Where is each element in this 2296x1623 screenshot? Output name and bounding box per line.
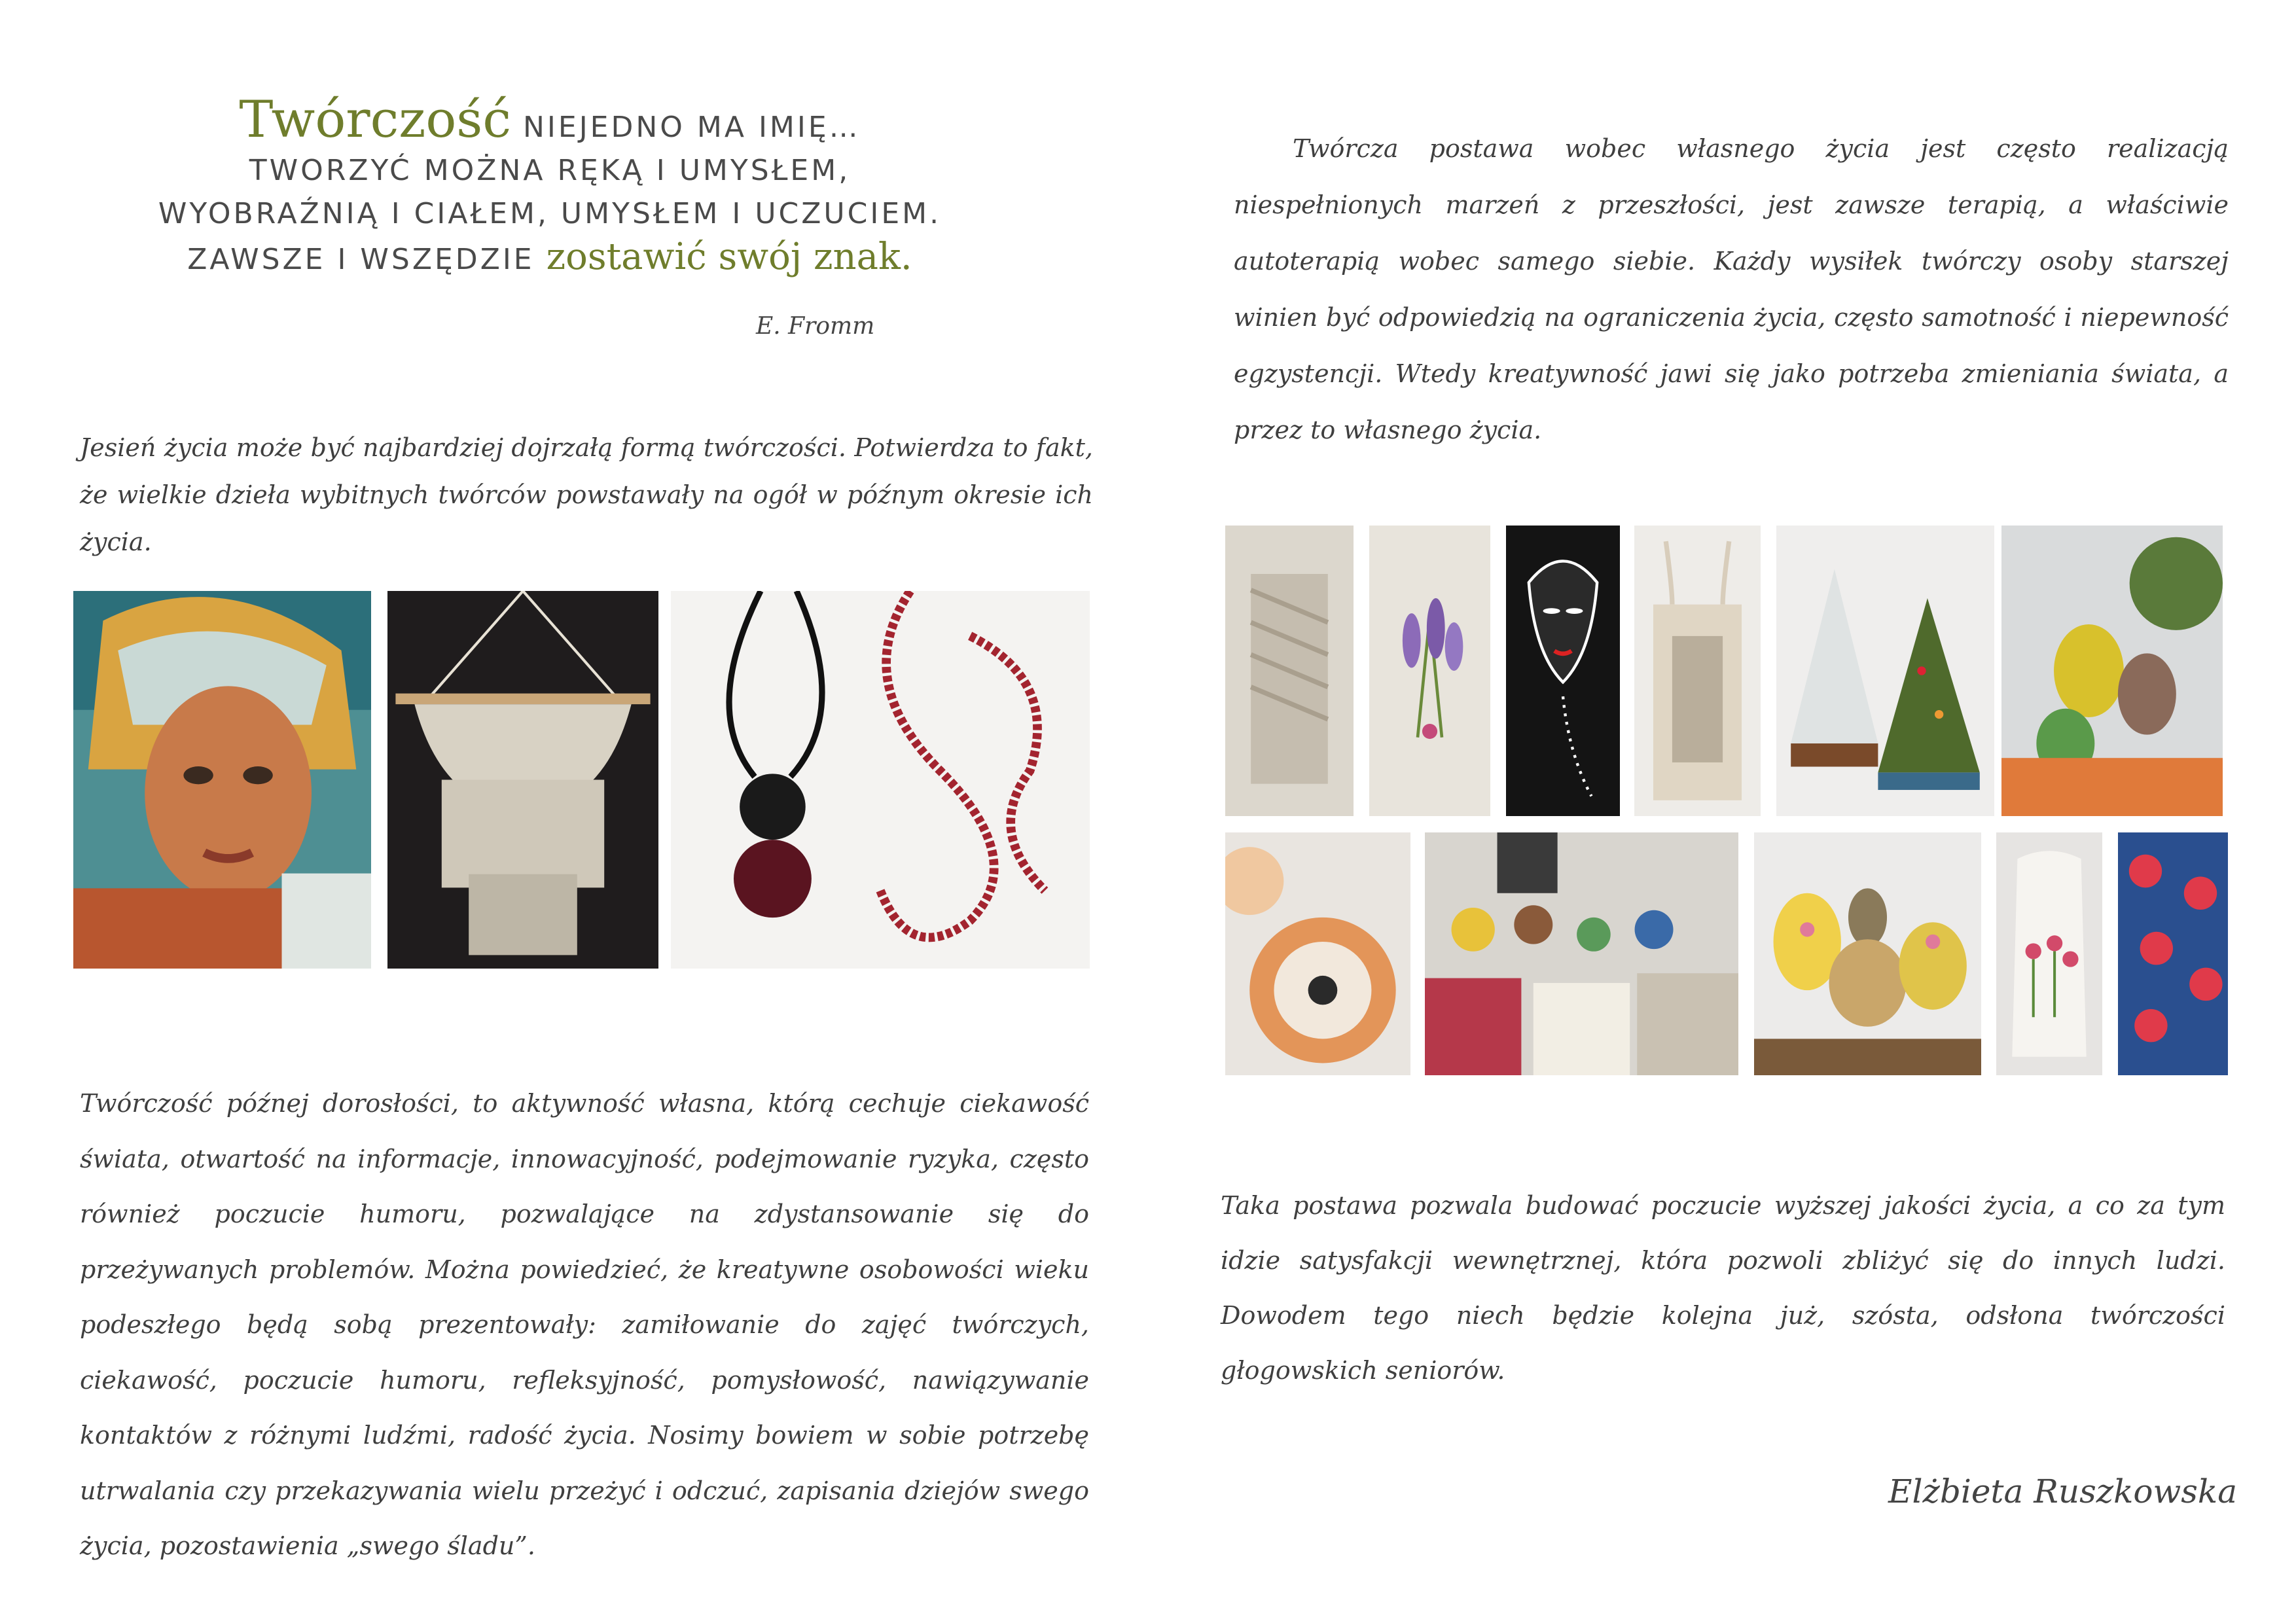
quote-author: E. Fromm: [756, 313, 875, 340]
crochet-flowers-photo: [2118, 832, 2228, 1075]
embroidered-pouch-photo: [1996, 832, 2102, 1075]
quote-highlight-word: Twórczość: [239, 90, 512, 149]
signature: Elżbieta Ruszkowska: [1888, 1472, 2238, 1510]
quote-line-3: WYOBRAŹNIĄ I CIAŁEM, UMYSŁEM I UCZUCIEM.: [158, 197, 942, 230]
painted-face-bag-photo: [1506, 526, 1620, 816]
macrame-bag-photo: [1225, 526, 1354, 816]
quote-line-4: ZAWSZE I WSZĘDZIE zostawić swój znak.: [187, 236, 912, 278]
craft-table-photo: [1425, 832, 1738, 1075]
macrame-tote-photo: [1634, 526, 1761, 816]
quote-line-2: TWORZYĆ MOŻNA RĘKĄ I UMYSŁEM,: [249, 154, 851, 187]
quote-block: [131, 90, 969, 281]
quote-highlight-phrase: zostawić swój znak.: [546, 236, 912, 278]
christmas-trees-photo: [1776, 526, 1994, 816]
right-paragraph-1: Twórcza postawa wobec własnego życia jest często realizacją niespełnionych marzeń z przeszłości, jest zawsze terapią, a właściwie autoterapią wobec samego siebie. Każdy wysiłek twórczy osoby starszej winien być odpowiedzią na ograniczenia życia, często samotność i niepewność egzystencji. Wtedy kreatywność jawi się jako potrzeba zmieniania świata, a przez to własnego życia.: [1234, 134, 2229, 444]
easter-eggs-bunny-photo: [2001, 526, 2223, 816]
bead-necklaces-photo: [671, 591, 1090, 969]
macrame-wall-hanging-photo: [387, 591, 658, 969]
right-paragraph-2: Taka postawa pozwala budować poczucie wyższej jakości życia, a co za tym idzie satysfakcji wewnętrznej, która pozwoli zbliżyć się do innych ludzi. Dowodem tego niech będzie kolejna już, szósta, odsłona twórczości głogowskich seniorów.: [1221, 1191, 2225, 1385]
left-paragraph-1: Jesień życia może być najbardziej dojrzałą formą twórczości. Potwierdza to fakt, że wielkie dzieła wybitnych twórców powstawały na ogół w późnym okresie ich życia.: [80, 433, 1093, 556]
quote-line-1: Twórczość NIEJEDNO MA IMIĘ…: [239, 90, 861, 149]
easter-eggs-quilling-photo: [1754, 832, 1981, 1075]
lavender-embroidery-photo: [1369, 526, 1490, 816]
left-paragraph-2: Twórczość późnej dorosłości, to aktywność własna, którą cechuje ciekawość świata, otwartość na informacje, innowacyjność, podejmowanie ryzyka, często również poczucie humoru, pozwalające na zdystansowanie się do przeżywanych problemów. Można powiedzieć, że kreatywne osobowości wieku podeszłego będą sobą prezentowały: zamiłowanie do zajęć twórczych, ciekawość, poczucie humoru, refleksyjność, pomysłowość, nawiązywanie kontaktów z różnymi ludźmi, radość życia. Nosimy bowiem w sobie potrzebę utrwalania czy przekazywania wielu przeżyć i odczuć, zapisania dziejów swego życia, pozostawienia „swego śladu”.: [80, 1089, 1089, 1560]
painting-woman-turban-photo: [73, 591, 371, 969]
crochet-doily-photo: [1225, 832, 1410, 1075]
